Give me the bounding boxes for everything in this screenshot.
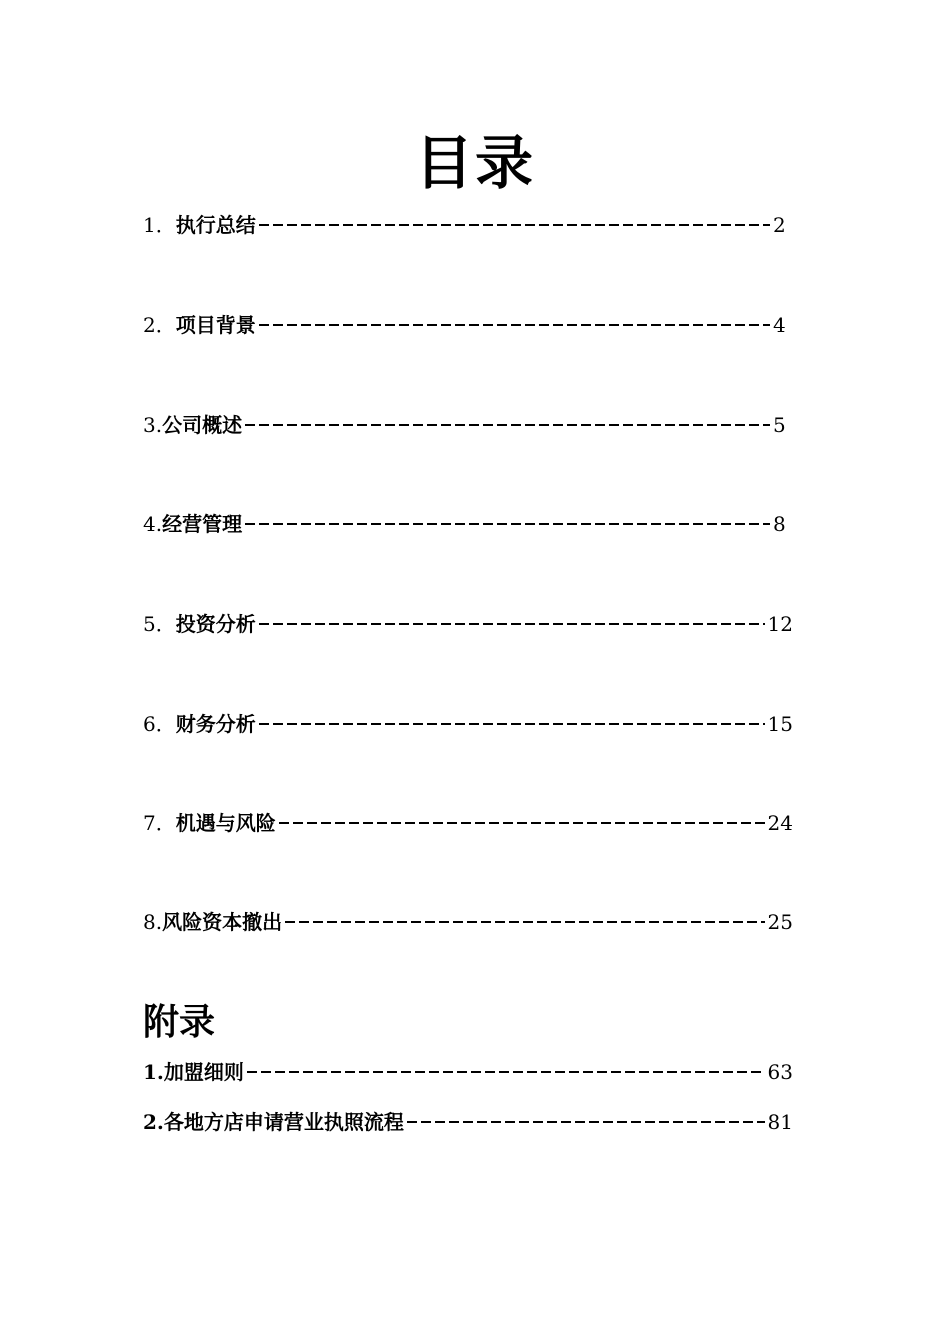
toc-entry-label: 公司概述 bbox=[162, 413, 243, 437]
toc-entry-page: 81 bbox=[767, 1110, 793, 1134]
dot-leader bbox=[279, 822, 765, 824]
toc-entry-label: 经营管理 bbox=[162, 512, 243, 536]
toc-entry-page: 15 bbox=[767, 712, 793, 736]
toc-entry-number: 8. bbox=[143, 910, 163, 934]
toc-entry-6[interactable] bbox=[143, 709, 793, 739]
toc-entry-label: 项目背景 bbox=[175, 313, 256, 337]
toc-entry-number: 1. bbox=[143, 1060, 164, 1084]
toc-entry-page: 5 bbox=[773, 413, 786, 437]
dot-leader bbox=[247, 1071, 765, 1073]
toc-entry-page: 25 bbox=[767, 910, 793, 934]
toc-entry-5[interactable] bbox=[143, 609, 793, 639]
toc-entry-label: 执行总结 bbox=[175, 213, 256, 237]
toc-entry-label: 各地方店申请营业执照流程 bbox=[163, 1110, 404, 1134]
toc-entry-1[interactable] bbox=[143, 210, 793, 240]
toc-entry-number: 3. bbox=[143, 413, 163, 437]
dot-leader bbox=[245, 424, 770, 426]
appendix-entry-2[interactable] bbox=[143, 1107, 793, 1137]
toc-entry-7[interactable] bbox=[143, 808, 793, 838]
dot-leader bbox=[245, 523, 770, 525]
dot-leader bbox=[259, 623, 765, 625]
toc-entry-number: 4. bbox=[143, 512, 163, 536]
toc-entry-page: 24 bbox=[767, 811, 793, 835]
toc-entry-number: 6． bbox=[143, 712, 176, 736]
toc-entry-page: 2 bbox=[773, 213, 786, 237]
dot-leader bbox=[259, 224, 770, 226]
toc-entry-label: 机遇与风险 bbox=[175, 811, 276, 835]
toc-entry-number: 2． bbox=[143, 313, 176, 337]
toc-entry-number: 5． bbox=[143, 612, 176, 636]
toc-entry-page: 8 bbox=[773, 512, 786, 536]
toc-entry-8[interactable] bbox=[143, 907, 793, 937]
toc-entry-label: 加盟细则 bbox=[163, 1060, 244, 1084]
toc-entry-3[interactable] bbox=[143, 410, 793, 440]
toc-entry-number: 1． bbox=[143, 213, 176, 237]
appendix-heading: 附录 bbox=[143, 1002, 216, 1043]
toc-entry-4[interactable] bbox=[143, 509, 793, 539]
toc-entry-number: 7． bbox=[143, 811, 176, 835]
dot-leader bbox=[259, 723, 765, 725]
toc-entry-label: 财务分析 bbox=[175, 712, 256, 736]
dot-leader bbox=[407, 1121, 765, 1123]
dot-leader bbox=[259, 324, 770, 326]
toc-entry-label: 投资分析 bbox=[175, 612, 256, 636]
appendix-entry-1[interactable] bbox=[143, 1057, 793, 1087]
toc-entry-page: 63 bbox=[767, 1060, 793, 1084]
toc-entry-page: 12 bbox=[767, 612, 793, 636]
dot-leader bbox=[285, 921, 764, 923]
toc-entry-page: 4 bbox=[773, 313, 786, 337]
page-title: 目录 bbox=[414, 129, 535, 197]
toc-entry-2[interactable] bbox=[143, 310, 793, 340]
toc-entry-label: 风险资本撤出 bbox=[162, 910, 283, 934]
toc-entry-number: 2. bbox=[143, 1110, 164, 1134]
